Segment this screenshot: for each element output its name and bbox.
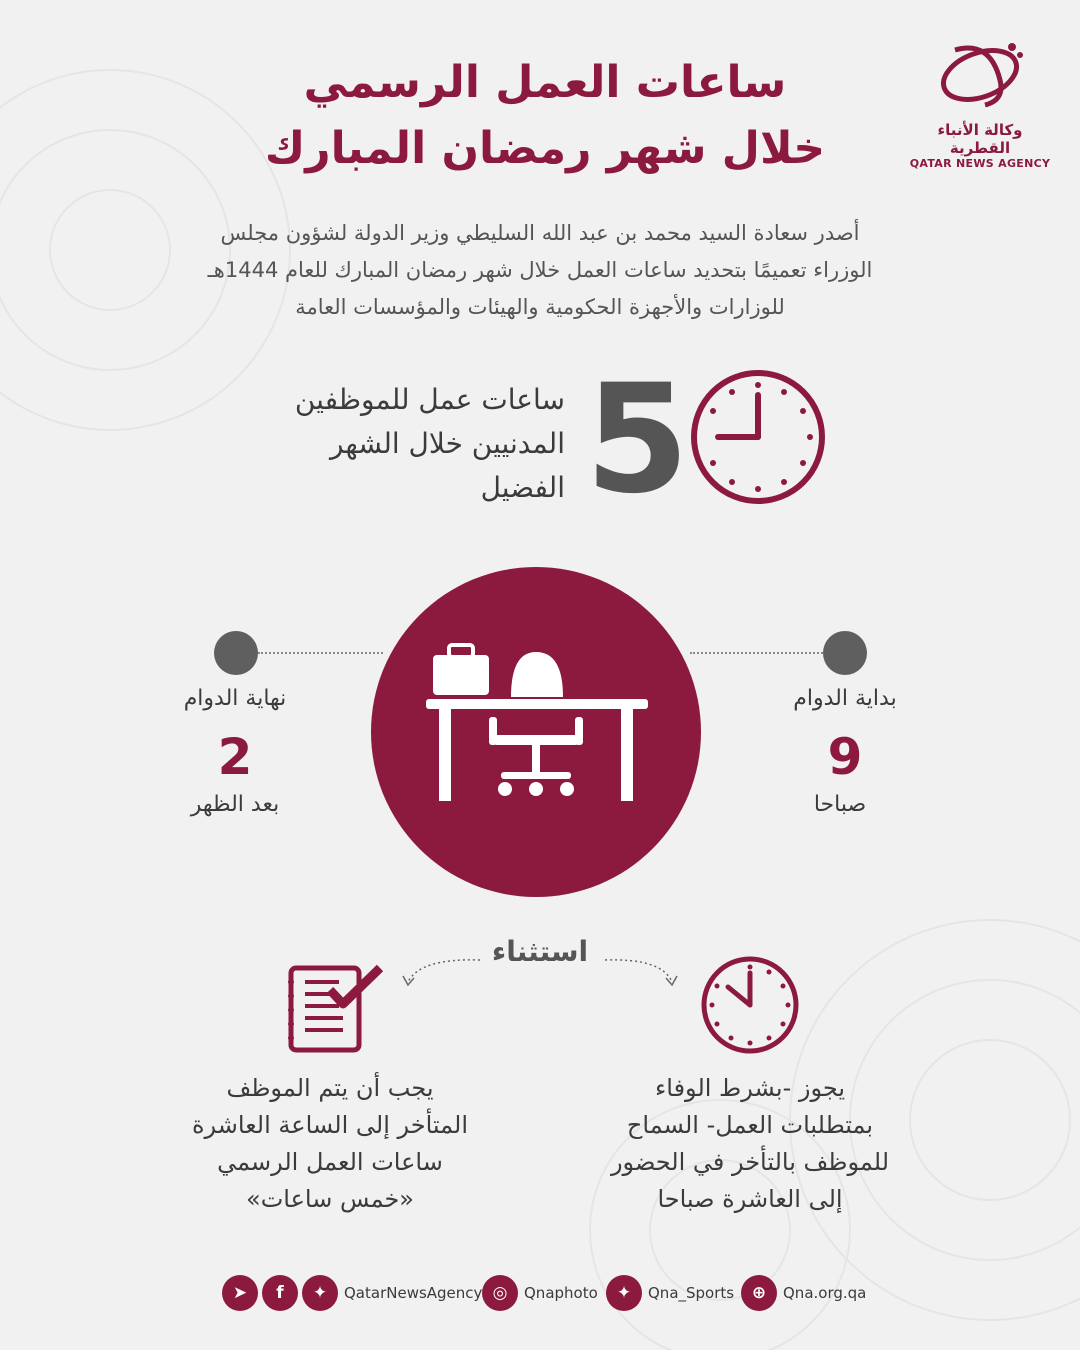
end-period: بعد الظهر (190, 792, 280, 817)
exception-right-line-2: بمتطلبات العمل- السماح (626, 1111, 874, 1139)
intro-line-1: أصدر سعادة السيد محمد بن عبد الله السليطي وزير الدولة لشؤون مجلس (220, 221, 860, 245)
hours-line-3: الفضيل (480, 471, 565, 504)
end-connector (258, 652, 383, 654)
hours-number: 5 (585, 353, 690, 527)
instagram-icon[interactable]: ◎ (482, 1275, 518, 1311)
exception-left-line-2: المتأخر إلى الساعة العاشرة (191, 1111, 469, 1139)
twitter-icon[interactable]: ✦ (302, 1275, 338, 1311)
intro-line-2: الوزراء تعميمًا بتحديد ساعات العمل خلال شهر رمضان المبارك للعام 1444هـ (207, 258, 873, 282)
intro-line-3: للوزارات والأجهزة الحكومية والهيئات والمؤسسات العامة (295, 295, 785, 319)
start-connector (690, 652, 823, 654)
desk-circle (371, 567, 701, 897)
clock-icon (688, 367, 828, 507)
social-web[interactable] (741, 1275, 866, 1311)
social-footer (0, 1275, 1080, 1315)
exception-right-line-4: إلى العاشرة صباحا (657, 1185, 843, 1213)
globe-icon[interactable]: ⊕ (741, 1275, 777, 1311)
qna-logo-icon (930, 35, 1030, 115)
facebook-icon[interactable]: f (262, 1275, 298, 1311)
hours-description (230, 378, 565, 510)
exception-left-line-1: يجب أن يتم الموظف (226, 1074, 434, 1102)
exception-left-line-4: «خمس ساعات» (246, 1185, 414, 1213)
intro-paragraph (140, 215, 940, 326)
sports-handle[interactable]: Qna_Sports (648, 1284, 735, 1302)
start-hour: 9 (827, 728, 863, 786)
end-hour: 2 (217, 728, 253, 786)
exception-arrows (400, 950, 680, 990)
exception-right-note (580, 1070, 920, 1218)
logo-name-ar: وكالة الأنباء القطرية (937, 121, 1023, 157)
exception-right-line-1: يجوز -بشرط الوفاء (654, 1074, 846, 1102)
telegram-icon[interactable]: ➤ (222, 1275, 258, 1311)
twitter-sports-icon[interactable]: ✦ (606, 1275, 642, 1311)
title-line-1: ساعات العمل الرسمي (303, 57, 787, 108)
logo-name-en: QATAR NEWS AGENCY (909, 157, 1051, 170)
end-dot (214, 631, 258, 675)
hours-line-1: ساعات عمل للموظفين (294, 383, 565, 416)
start-label: بداية الدوام (793, 686, 897, 711)
instagram-handle[interactable]: Qnaphoto (524, 1284, 598, 1302)
exception-title: استثناء (491, 935, 589, 968)
exception-left-note (160, 1070, 500, 1218)
start-period: صباحا (813, 792, 867, 817)
web-handle[interactable]: Qna.org.qa (783, 1284, 867, 1302)
main-handle[interactable]: QatarNewsAgency (344, 1284, 483, 1302)
hours-line-2: المدنيين خلال الشهر (329, 427, 565, 460)
page-title (200, 50, 890, 182)
social-instagram[interactable] (482, 1275, 598, 1311)
exception-right-line-3: للموظف بالتأخر في الحضور (610, 1148, 890, 1176)
exception-left-line-3: ساعات العمل الرسمي (217, 1148, 443, 1176)
end-label: نهاية الدوام (183, 686, 287, 711)
title-line-2: خلال شهر رمضان المبارك (264, 123, 826, 174)
social-main[interactable] (222, 1275, 482, 1311)
late-clock-icon (700, 955, 800, 1055)
office-desk-icon (371, 567, 701, 897)
qna-logo (905, 35, 1055, 170)
checklist-icon (285, 960, 385, 1055)
social-sports[interactable] (606, 1275, 734, 1311)
start-dot (823, 631, 867, 675)
